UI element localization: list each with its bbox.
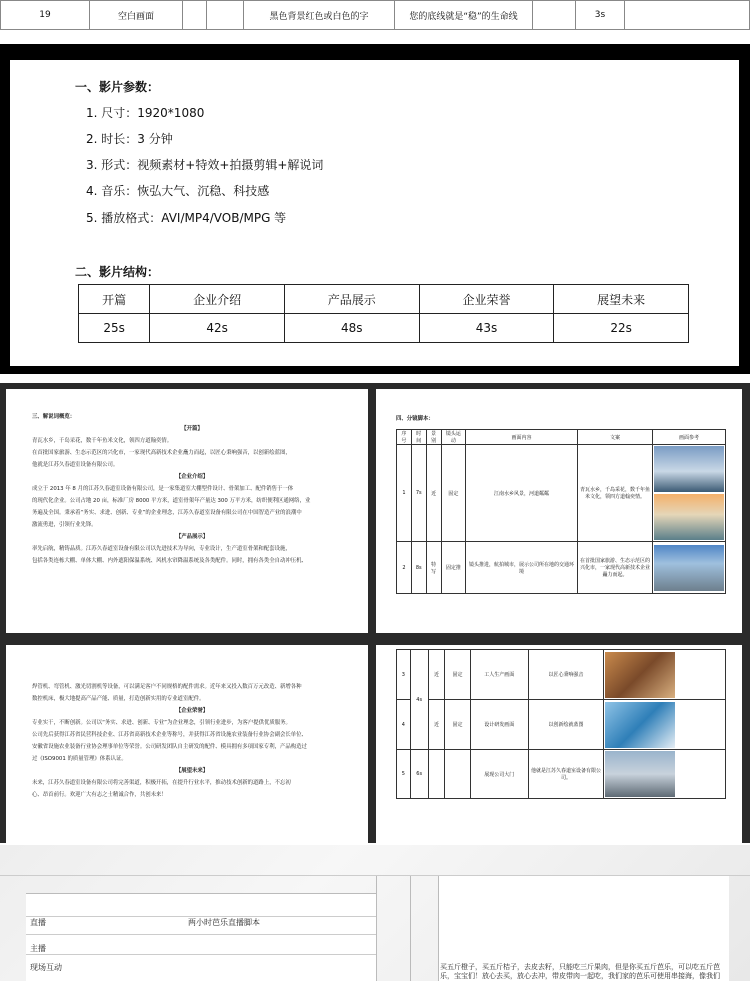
col-header: 景别 [426, 430, 441, 445]
cell-time: 8s [411, 542, 426, 594]
text-line: 公司先后获得江苏省民营科技企业、江苏省高新技术企业等称号，并获得江苏省设施农业装备行业协会副会长单位、 [32, 732, 307, 738]
cell-time: 7s [411, 445, 426, 542]
text-line: 焊管机、弯管机、激光切割机等设备，可以满足客户不同规格的配件需求。近年来又投入数百万元改造、新增各种 [32, 684, 302, 690]
cell-content: 设计研发画面 [470, 700, 529, 750]
structure-value: 42s [150, 314, 285, 343]
cell-no: 4 [397, 700, 411, 750]
cell-image [604, 650, 726, 700]
narration-page [6, 389, 368, 633]
livestream-script-doc [0, 845, 750, 981]
structure-header: 企业荣誉 [419, 285, 554, 314]
col-header: 镜头运动 [441, 430, 466, 445]
top-table [0, 0, 750, 30]
col-header: 画面内容 [466, 430, 578, 445]
cell-shot: 近 [426, 445, 441, 542]
cell-move: 固定推 [441, 542, 466, 594]
lab-image [605, 702, 675, 748]
table-row [397, 650, 726, 700]
param-item: 2. 时长：3 分钟 [86, 132, 173, 146]
cell-time: 6s [410, 750, 428, 799]
pages-backdrop [0, 383, 750, 843]
table-row [397, 542, 726, 594]
col-header: 文案 [577, 430, 652, 445]
param-item: 1. 尺寸：1920*1080 [86, 106, 205, 120]
cell-copy: 他就是江苏久春道室设备有限公司。 [529, 750, 604, 799]
section-title: 【产品展示】 [175, 534, 209, 540]
landscape-image [654, 446, 724, 492]
table-cell: 空白画面 [90, 1, 183, 30]
structure-value: 43s [419, 314, 554, 343]
structure-header: 展望未来 [554, 285, 689, 314]
table-row [79, 285, 689, 314]
text-line: 的现代化企业。公司占地 20 亩，标准厂房 8000 平方米，道室骨架年产量达 300 万平方米，纺织便利区通网络，业 [32, 498, 311, 504]
section-title: 【企业荣誉】 [175, 708, 209, 714]
structure-value: 48s [284, 314, 419, 343]
script-left-panel [26, 893, 376, 982]
structure-header: 产品展示 [284, 285, 419, 314]
table-cell [207, 1, 244, 30]
cell-image [604, 700, 726, 750]
text-line: 数控机床，极大地提高产品产能、质量，打造创新实用的专业道室配件。 [32, 696, 205, 702]
storyboard-heading: 四、分镜脚本： [396, 416, 434, 422]
cell-move: 固定 [441, 445, 466, 542]
table-cell: 3s [576, 1, 625, 30]
city-image [654, 545, 724, 591]
text-line: 专业实干，不断创新。公司以“务实、求进、创新、专业”为企业理念，引领行业进步，为客户提供优质服务。 [32, 720, 291, 726]
storyboard-table [396, 429, 726, 594]
table-cell: 19 [1, 1, 90, 30]
col-header: 时间 [411, 430, 426, 445]
table-row [397, 445, 726, 542]
structure-table [78, 284, 689, 343]
cell-shot [428, 750, 445, 799]
params-heading: 一、影片参数： [75, 80, 160, 94]
film-params-card [10, 60, 739, 366]
storyboard-page [376, 389, 742, 633]
cell-move [445, 750, 470, 799]
cell-shot: 近 [428, 700, 445, 750]
table-cell [183, 1, 207, 30]
narration-page-continued [6, 645, 368, 843]
river-image [654, 494, 724, 540]
top-table-strip [0, 0, 750, 33]
text-line: 包括各类连栋大棚、单体大棚、内外遮阳保温系统、风机水帘降温系统及各类配件。同时，拥有各类全自动冲压机、 [32, 558, 307, 564]
table-cell [533, 1, 576, 30]
cell-image [652, 445, 725, 542]
building-image [605, 751, 675, 797]
table-cell: 黑色背景红色或白色的字 [244, 1, 395, 30]
table-row [79, 314, 689, 343]
table-row [397, 430, 726, 445]
table-cell: 您的底线就是“稳”的生命线 [395, 1, 533, 30]
structure-heading: 二、影片结构： [75, 265, 160, 279]
structure-value: 25s [79, 314, 150, 343]
text-line: 未来，江苏久春道室设备有限公司将完善渠道，积极开拓，在提升行业水平，推动技术创新的道路上，不忘初 [32, 780, 291, 786]
structure-header: 开篇 [79, 285, 150, 314]
param-item: 4. 音乐：恢弘大气、沉稳、科技感 [86, 184, 270, 198]
cell-content: 江南水乡风景，河道粼粼 [466, 445, 578, 542]
text-line: 他就是江苏久春道室设备有限公司。 [32, 462, 119, 468]
cell-no: 3 [397, 650, 411, 700]
row-label: 主播 [30, 944, 46, 953]
text-line: 青瓦水乡，千岛采花，数千年鱼米文化，领四方道翰奕情。 [32, 438, 173, 444]
structure-value: 22s [554, 314, 689, 343]
section-title: 【企业介绍】 [175, 474, 209, 480]
storyboard-table-continued [396, 649, 726, 799]
script-text: 买五斤橙子，买五斤桔子，去皮去籽，只能吃三斤果肉，但是你买五斤芭乐，可以吃五斤芭乐，宝宝们！放心去买，放心去冲，带皮带肉一起吃，我们家的芭乐可使用串接海，像我们 [440, 963, 720, 980]
table-row [397, 700, 726, 750]
narration-heading: 三、解说词概览： [32, 414, 76, 420]
cell-content: 展现公司大门 [470, 750, 529, 799]
script-title: 两小时芭乐直播脚本 [188, 918, 260, 927]
col-header: 序号 [397, 430, 412, 445]
structure-header: 企业介绍 [150, 285, 285, 314]
cell-copy: 以匠心秉响强音 [529, 650, 604, 700]
param-item: 5. 播放格式：AVI/MP4/VOB/MPG 等 [86, 211, 287, 225]
cell-content: 镜头推进，航拍城市，展示公司所在地的交通环境 [466, 542, 578, 594]
cell-no: 5 [397, 750, 411, 799]
row-label: 直播 [30, 918, 46, 927]
text-line: 安徽省设施农业装备行业协会理事单位等荣誉。公司研发团队自主研发的配件、模具拥有多项国家专利，产品构造过 [32, 744, 307, 750]
table-row [397, 750, 726, 799]
cell-content: 工人生产画面 [470, 650, 529, 700]
cell-image [604, 750, 726, 799]
text-line: 成立于 2013 年 8 月的江苏久春道室设备有限公司，是一家集道室大棚型件设计、骨架加工、配件销售于一体 [32, 486, 294, 492]
text-line: 率先启航，精铸品质。江苏久春道室设备有限公司以先进技术为导向，专业设计，生产道室骨架和配套设施， [32, 546, 291, 552]
storyboard-page-continued [376, 645, 742, 843]
cell-move: 固定 [445, 700, 470, 750]
section-title: 【展望未来】 [175, 768, 209, 774]
cell-no: 2 [397, 542, 412, 594]
text-line: 在首批国家旅游、生态示范区的兴化市，一家现代高新技术企业矗力而起，以匠心秉响强音，以创新绘蓝图， [32, 450, 291, 456]
cell-move: 固定 [445, 650, 470, 700]
text-line: 心、昂首前行。欢迎广大有志之士精诚合作，共创未来！ [32, 792, 167, 798]
table-cell [625, 1, 750, 30]
cell-copy: 在首批国家旅游、生态示范区的兴化市，一家现代高新技术企业矗力而起。 [577, 542, 652, 594]
cell-copy: 以创新绘就蓝图 [529, 700, 604, 750]
text-line: 激流勇进，引领行业先锋。 [32, 522, 97, 528]
col-header: 画面参考 [652, 430, 725, 445]
table-row [1, 1, 750, 30]
row-label: 现场互动 [30, 963, 62, 972]
text-line: 务遍及全国。秉承着“务实、求进、创新、专业”的企业理念，江苏久春道室设备有限公司在中国智造产业的浪潮中 [32, 510, 302, 516]
cell-shot: 特写 [426, 542, 441, 594]
section-title: 【开篇】 [181, 426, 203, 432]
cell-copy: 青瓦水乡，千岛采花，数千年鱼米文化，领四方道翰奕情。 [577, 445, 652, 542]
cell-shot: 近 [428, 650, 445, 700]
cell-time: 4s [410, 650, 428, 750]
factory-image [605, 652, 675, 698]
text-line: 过《ISO9001 的质量管理》体系认证。 [32, 756, 127, 762]
cell-image [652, 542, 725, 594]
param-item: 3. 形式：视频素材+特效+拍摄剪辑+解说词 [86, 158, 324, 172]
cell-no: 1 [397, 445, 412, 542]
